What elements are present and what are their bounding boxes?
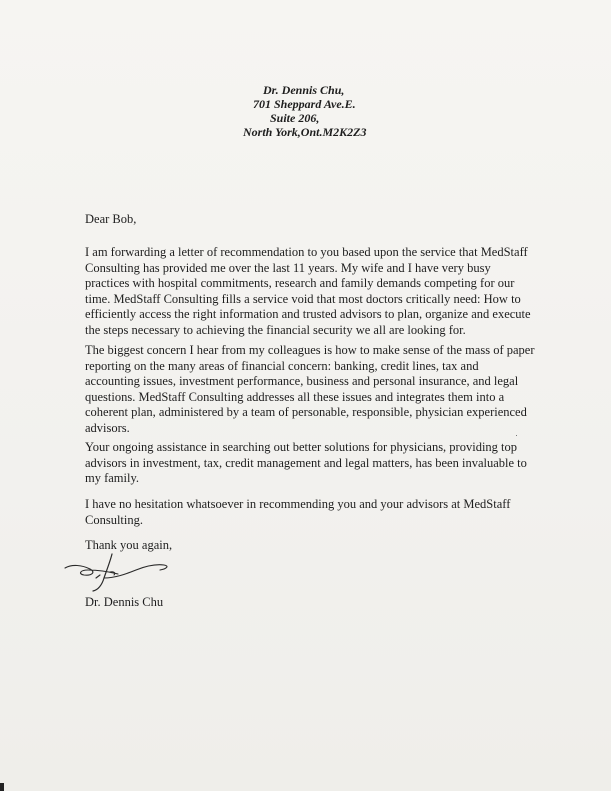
paragraph-line: time. MedStaff Consulting fills a service void that most doctors critically need: How to [85,291,521,306]
salutation: Dear Bob, [85,212,137,226]
paragraph-line: advisors in investment, tax, credit management and legal matters, has been invaluable to [85,455,527,470]
paragraph-line: advisors. [85,420,130,435]
closing: Thank you again, [85,538,173,552]
paragraph-line: Consulting. [85,512,143,527]
paragraph-line: efficiently access the right information and trusted advisors to plan, organize and execute [85,307,531,322]
paragraph-line: Your ongoing assistance in searching out better solutions for physicians, providing top [85,440,518,454]
paragraph-line: reporting on the many areas of financial concern: banking, credit lines, tax and [85,358,479,373]
paragraph-line: accounting issues, investment performance, business and personal insurance, and legal [85,374,519,389]
paragraph-3 [85,440,527,487]
paragraph-line: I am forwarding a letter of recommendation to you based upon the service that MedStaff [85,245,528,259]
letterhead-city: North York,Ont.M2K2Z3 [243,125,367,139]
paragraph-line: my family. [85,471,140,486]
signature-icon [60,548,190,600]
paragraph-line: Consulting has provided me over the last 11 years. My wife and I have very busy [85,260,491,275]
letterhead-name: Dr. Dennis Chu, [263,83,345,97]
letterhead-street: 701 Sheppard Ave.E. [253,97,356,111]
paragraph-line: questions. MedStaff Consulting addresses all these issues and integrates them into a [85,389,505,404]
paragraph-2 [85,343,535,437]
scan-speck [516,435,517,436]
paragraph-line: The biggest concern I hear from my colleagues is how to make sense of the mass of paper [85,343,535,357]
paragraph-line: practices with hospital commitments, research and family demands competing for our [85,276,515,291]
paragraph-line: the steps necessary to achieving the financial security we all are looking for. [85,322,466,337]
paragraph-line: coherent plan, administered by a team of personable, responsible, physician experienced [85,405,527,420]
signer-name: Dr. Dennis Chu [85,595,164,609]
paragraph-4 [85,497,523,528]
paragraph-1 [85,245,531,339]
paragraph-line: I have no hesitation whatsoever in recommending you and your advisors at MedStaff [85,497,511,511]
scan-edge-mark [0,783,4,791]
letterhead-suite: Suite 206, [270,111,320,125]
